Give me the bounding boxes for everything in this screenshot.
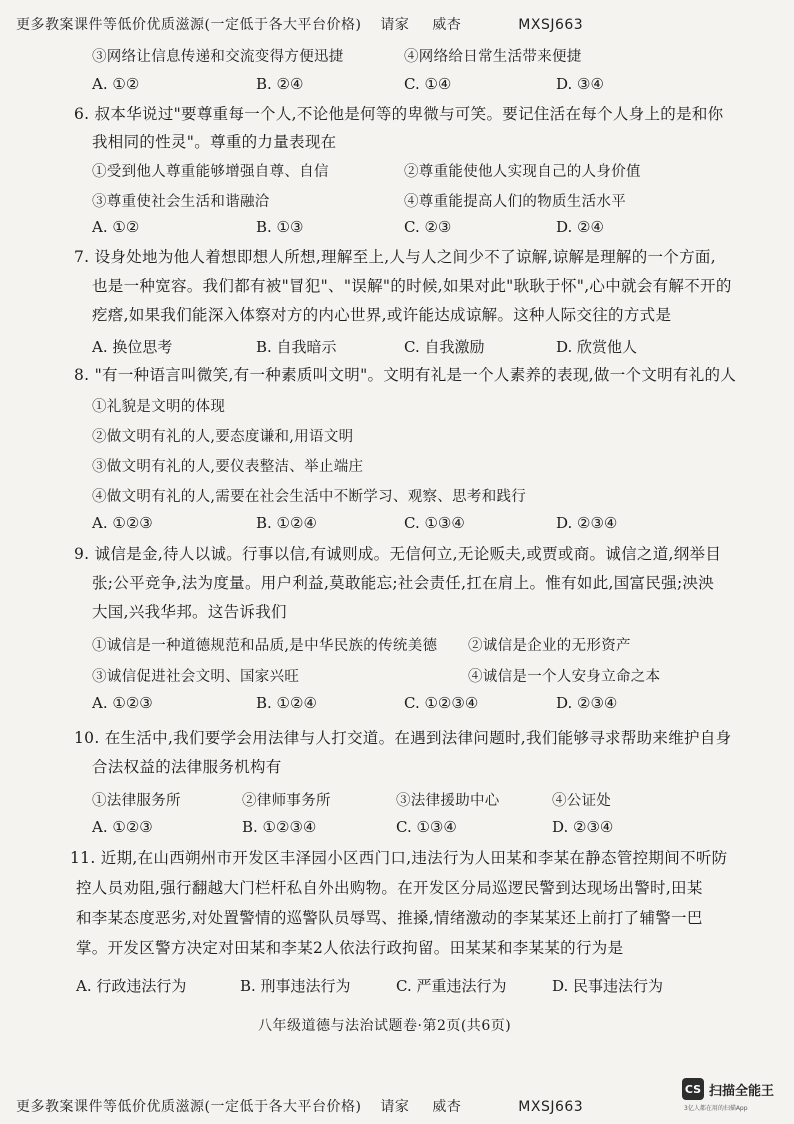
q8-answer-c: C. ①③④ (404, 514, 465, 532)
q5-option-3: ③网络让信息传递和交流变得方便迅捷 (92, 49, 344, 65)
q10-option-3: ③法律援助中心 (396, 793, 500, 809)
q7-stem-line-3: 疙瘩,如果我们能深入体察对方的内心世界,或许能达成谅解。这种人际交往的方式是 (92, 306, 672, 324)
q11-answer-c: C. 严重违法行为 (396, 977, 507, 995)
q8-option-3: ③做文明有礼的人,要仪表整洁、举止端庄 (92, 459, 364, 475)
q8-option-2: ②做文明有礼的人,要态度谦和,用语文明 (92, 429, 354, 445)
q10-answer-a: A. ①②③ (92, 818, 153, 836)
q6-answer-c: C. ②③ (404, 218, 452, 236)
q10-stem-line-2: 合法权益的法律服务机构有 (92, 758, 282, 776)
q9-answer-a: A. ①②③ (92, 694, 153, 712)
q9-answer-c: C. ①②③④ (404, 694, 479, 712)
q10-answer-c: C. ①③④ (396, 818, 457, 836)
q7-stem-line-1: 7. 设身处地为他人着想即想人所想,理解至上,人与人之间少不了谅解,谅解是理解的一个方面, (74, 248, 716, 266)
q9-stem-line-2: 张;公平竞争,法为度量。用户利益,莫敢能忘;社会责任,扛在肩上。惟有如此,国富民强;泱泱 (92, 574, 715, 592)
q11-stem-line-3: 和李某态度恶劣,对处置警情的巡警队员辱骂、推搡,情绪激动的李某某还上前打了辅警一巴 (76, 909, 703, 927)
banner-contact-name: 威杏 (432, 17, 462, 33)
q5-answer-d: D. ③④ (556, 75, 604, 93)
q6-answer-b: B. ①③ (256, 218, 304, 236)
scanner-logo-tagline: 3亿人都在用的扫描App (684, 1105, 748, 1112)
scanner-logo (682, 1078, 774, 1100)
q11-stem-line-2: 控人员劝阻,强行翻越大门栏杆私自外出购物。在开发区分局巡逻民警到达现场出警时,田某 (76, 879, 703, 897)
q10-option-2: ②律师事务所 (242, 793, 331, 809)
q8-option-4: ④做文明有礼的人,需要在社会生活中不断学习、观察、思考和践行 (92, 489, 527, 505)
q6-answer-d: D. ②④ (556, 218, 604, 236)
q10-answer-b: B. ①②③④ (242, 818, 317, 836)
q8-stem-line-1: 8. "有一种语言叫微笑,有一种素质叫文明"。文明有礼是一个人素养的表现,做一个文明有礼的人 (74, 366, 737, 384)
q9-answer-b: B. ①②④ (256, 694, 317, 712)
q5-answer-a: A. ①② (92, 75, 140, 93)
q7-answer-a: A. 换位思考 (92, 338, 173, 356)
q6-option-4: ④尊重能提高人们的物质生活水平 (404, 194, 626, 210)
banner-code: MXSJ663 (518, 17, 584, 33)
footer-banner (16, 1096, 583, 1116)
banner-contact-prefix: 请家 (380, 17, 410, 33)
q11-stem-line-1: 11. 近期,在山西朔州市开发区丰泽园小区西门口,违法行为人田某和李某在静态管控期间不听防 (70, 849, 728, 867)
q10-answer-d: D. ②③④ (552, 818, 614, 836)
q5-option-4: ④网络给日常生活带来便捷 (404, 49, 582, 65)
q9-option-4: ④诚信是一个人安身立命之本 (468, 669, 661, 685)
q6-option-1: ①受到他人尊重能够增强自尊、自信 (92, 164, 329, 180)
q6-stem-line-1: 6. 叔本华说过"要尊重每一个人,不论他是何等的卑微与可笑。要记住活在每个人身上的是和你 (74, 105, 724, 123)
scanner-logo-name: 扫描全能王 (709, 1083, 775, 1099)
scanner-cs-icon: CS (682, 1078, 704, 1100)
q10-option-1: ①法律服务所 (92, 793, 181, 809)
q9-option-3: ③诚信促进社会文明、国家兴旺 (92, 669, 300, 685)
q11-stem-line-4: 掌。开发区警方决定对田某和李某2人依法行政拘留。田某某和李某某的行为是 (76, 939, 624, 957)
q11-answer-d: D. 民事违法行为 (552, 977, 664, 995)
q9-stem-line-3: 大国,兴我华邦。这告诉我们 (92, 603, 287, 621)
footer-banner-code: MXSJ663 (518, 1099, 584, 1115)
q8-option-1: ①礼貌是文明的体现 (92, 399, 226, 415)
q6-answer-a: A. ①② (92, 218, 140, 236)
q9-option-1: ①诚信是一种道德规范和品质,是中华民族的传统美德 (92, 638, 438, 654)
q10-stem-line-1: 10. 在生活中,我们要学会用法律与人打交道。在遇到法律问题时,我们能够寻求帮助来维护自身 (74, 729, 732, 747)
banner-text: 更多教案课件等低价优质滋源(一定低于各大平台价格) (16, 17, 362, 33)
header-banner (16, 14, 583, 34)
q9-stem-line-1: 9. 诚信是金,待人以诚。行事以信,有诚则成。无信何立,无论贩夫,或贾或商。诚信之道,纲举目 (74, 545, 722, 563)
q9-answer-d: D. ②③④ (556, 694, 618, 712)
q7-answer-d: D. 欣赏他人 (556, 338, 638, 356)
q6-stem-line-2: 我相同的性灵"。尊重的力量表现在 (92, 133, 337, 151)
q7-answer-c: C. 自我激励 (404, 338, 485, 356)
q11-answer-b: B. 刑事违法行为 (240, 977, 351, 995)
q8-answer-b: B. ①②④ (256, 514, 317, 532)
q7-answer-b: B. 自我暗示 (256, 338, 337, 356)
page-footer-title: 八年级道德与法治试题卷·第2页(共6页) (258, 1018, 512, 1034)
footer-banner-text: 更多教案课件等低价优质滋源(一定低于各大平台价格) (16, 1099, 362, 1115)
q6-option-2: ②尊重能使他人实现自己的人身价值 (404, 164, 641, 180)
q11-answer-a: A. 行政违法行为 (76, 977, 187, 995)
q8-answer-a: A. ①②③ (92, 514, 153, 532)
q8-answer-d: D. ②③④ (556, 514, 618, 532)
footer-banner-contact-name: 威杏 (432, 1099, 462, 1115)
footer-banner-contact-prefix: 请家 (380, 1099, 410, 1115)
q10-option-4: ④公证处 (552, 793, 612, 809)
q7-stem-line-2: 也是一种宽容。我们都有被"冒犯"、"误解"的时候,如果对此"耿耿于怀",心中就会有解不开的 (92, 277, 732, 295)
q6-option-3: ③尊重使社会生活和谐融洽 (92, 194, 270, 210)
q5-answer-c: C. ①④ (404, 75, 452, 93)
q5-answer-b: B. ②④ (256, 75, 304, 93)
q9-option-2: ②诚信是企业的无形资产 (468, 638, 631, 654)
